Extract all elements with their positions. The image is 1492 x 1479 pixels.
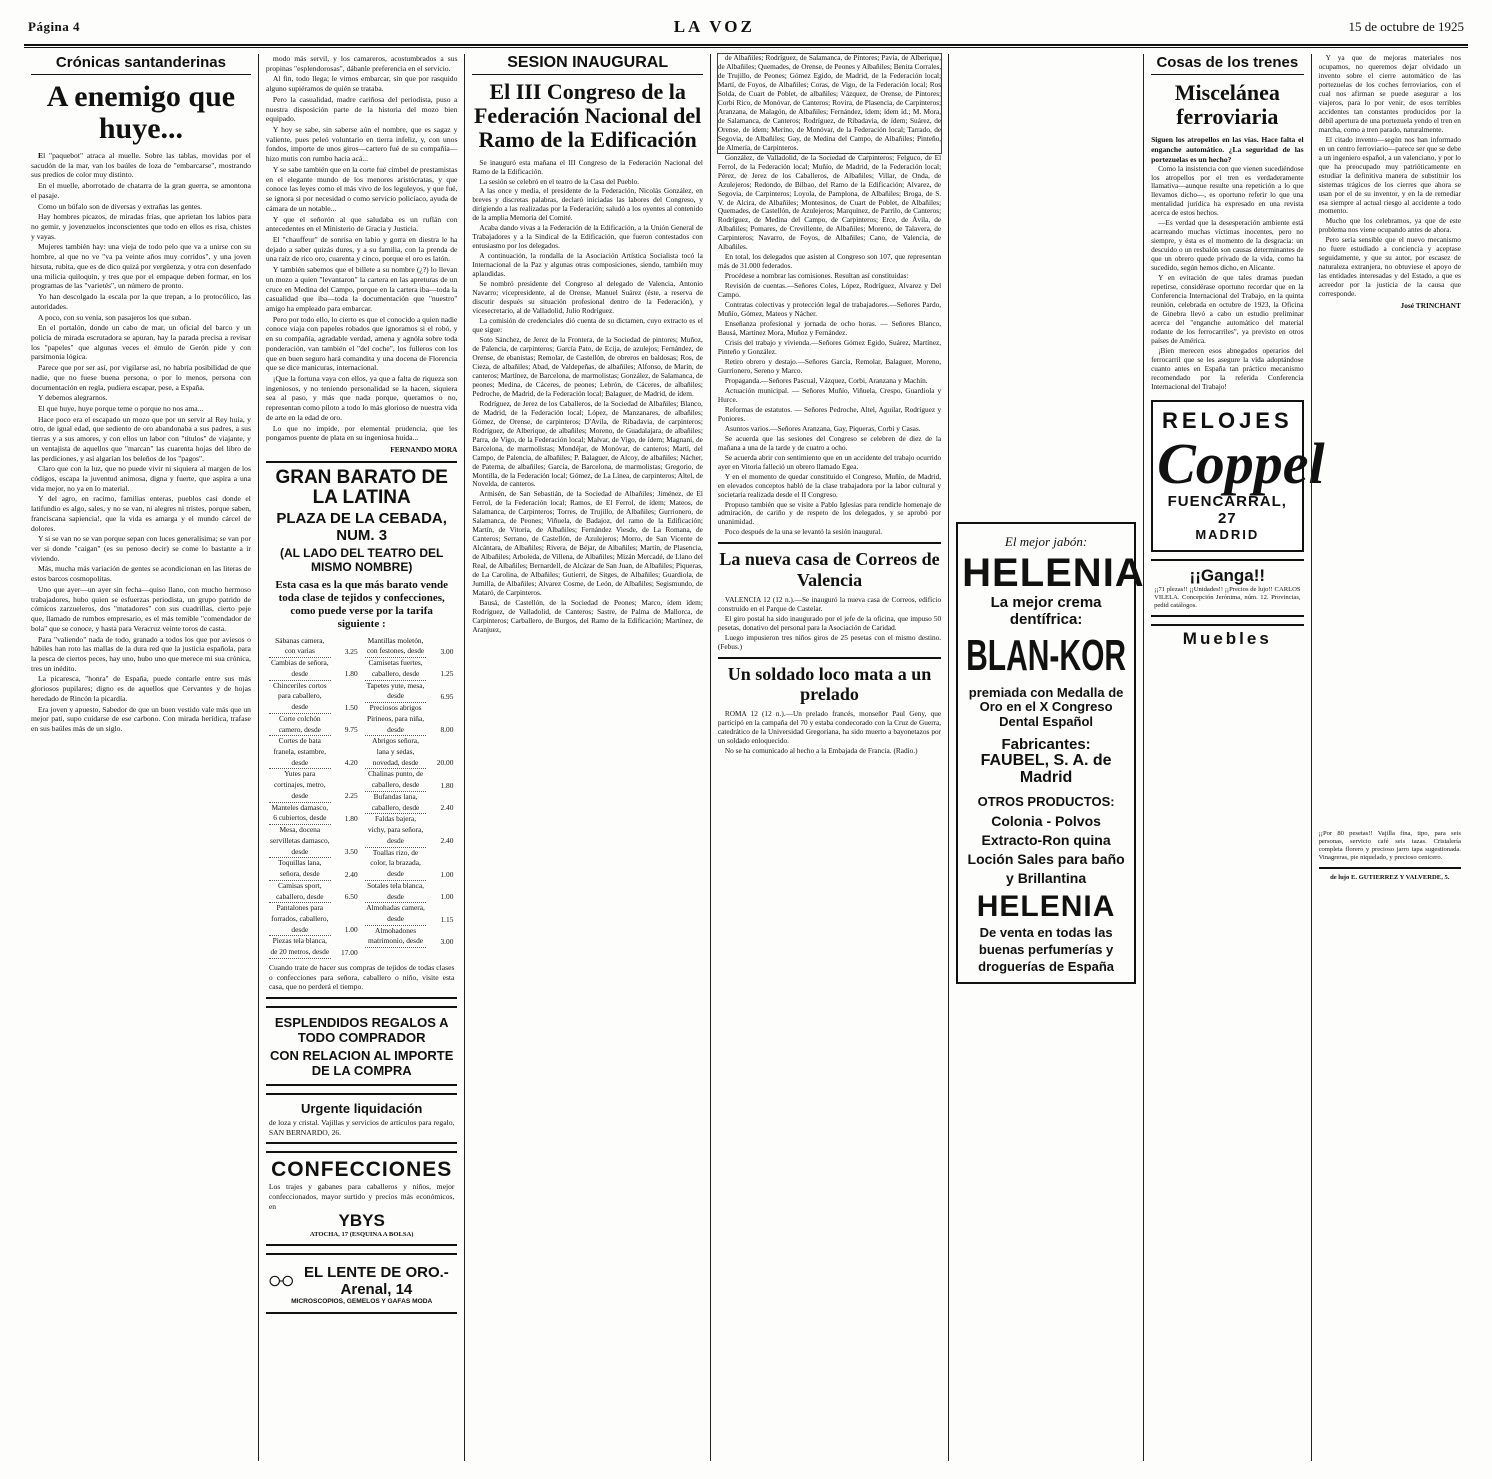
table-row — [269, 736, 359, 769]
paragraph: Claro que con la luz, que no puede vivir ni siquiera al margen de los códigos, escapa la juventud animosa, digna y fuerte, que aspira a una vida mejor, no ya en lo material. — [31, 464, 251, 493]
paragraph: Contratas colectivas y protección legal de trabajadores.—Señores Pardo, Muñío, Gómez, Mateos y Nácher. — [717, 300, 942, 319]
ad-confecciones-ybys[interactable] — [266, 1151, 457, 1246]
paragraph: Actuación municipal. — Señores Muñío, Viñuela, Crespo, Guardiola y Hurce. — [717, 385, 942, 404]
divider — [718, 542, 941, 544]
paragraph: Para "valiendo" nada de todo, granado a todos los que por aviesos o hábiles han roto las mallas de la dura red que la justicia española, para la pesca de ciertos peces, hay uno, hubo uno que merece mi sua crónica, tres un inédito. — [31, 634, 251, 673]
paragraph-highlighted: de Albañiles; Rodríguez, de Salamanca, de Pintores; Pavía, de Alberique, de Albañiles; Quemades, de Orense, de Peones y Albañiles; Benita Corrales, de Trujillo, de Peones; Gómez Egido, de Madrid, de la Federación local; Martí, de Foyos, de Albañiles; Coras, de Vigo, de la Federación local; Ros Solda, de Cuart de Poblet, de albañiles; Vázquez, de Orense, de Pintores; Corbi Rico, de Monóvar, de Canteros; Rovira, de Plasencia, de Carpinteros; Aranzana, de Malagón, de Albañiles; Fernández, ídem; ídem íd.; M. Mora, de Salamanca, de Canteros; Rodríguez, de Ribadavia, de ídem; Suárez, de Orense, de ídem; Merino, de Monóvar, de la Federación local; Tarrado, de Segovia, de Albañiles; Gay, de Medina del Campo, de Albañiles; Pinteño, de Almería, de Carpinteros. — [717, 53, 942, 152]
table-row — [365, 925, 455, 947]
paragraph: Más, mucha más variación de gentes se acondicionan en las literas de estos barcos cosmopolitas. — [31, 564, 251, 584]
section-kicker-trenes: Cosas de los trenes — [1151, 54, 1304, 75]
item-name: Yutes para cortinajes, metro, desde — [269, 769, 331, 802]
paragraph: El citado invento—según nos han informado en un centro ferroviario—parece ser que se debe a un ingeniero español, a un valenciano, y por lo que ha preocupado muy patrióticamente en estudiar la definitiva manera de substituir los sistemas trágicos de los cierres que ahora se usan por el de su inventor, y en la de remediar esa siempre al actual riesgo al accidente a todo momento. — [1318, 134, 1461, 216]
article-signature: José TRINCHANT — [1400, 301, 1461, 311]
item-price: 1.80 — [344, 813, 358, 823]
item-price: 1.25 — [440, 669, 454, 679]
paragraph: Propaganda.—Señores Pascual, Vázquez, Corbi, Aranzana y Machín. — [724, 375, 928, 385]
ad-premio: premiada con Medalla de Oro en el X Congreso Dental Español — [968, 685, 1124, 729]
item-name: Piezas tela blanca, de 20 metros, desde — [269, 936, 331, 958]
ad-line-1: ESPLENDIDOS REGALOS A TODO COMPRADOR — [274, 1015, 449, 1046]
paragraph: A las once y media, el presidente de la Federación, Nicolás González, en breves y discretas palabras, declaró iniciadas las labores del Congreso, y dirigiendo a las realizadas por la Federación; saludó a los oyentes al contenido de la amplia Memoria del Comité. — [472, 186, 703, 223]
ad-vajilla-text: ¡¡Por 80 pesetas!! Vajilla fina, tipo, para seis personas, servicio café seis tazas. Cristalería completa florero y precioso jarro tapa sugestionada. Vinagreras, pie niquelado, y precioso cenicero. — [1318, 830, 1461, 862]
price-list — [269, 636, 454, 959]
item-name: Bufandas lana, caballero, desde — [365, 791, 427, 813]
paragraph: A poco, con su venia, son pasajeros los que suban. — [38, 312, 192, 322]
table-row — [365, 880, 455, 902]
paragraph: Era joven y apuesto, Sabedor de que un buen vestido vale más que un mejor pati, supo cuidarse de ese carbono. Con mirada herídica, trafase en sus baúles más de un siglo. — [31, 704, 251, 733]
ad-el-lente-de-oro[interactable] — [266, 1253, 457, 1313]
paragraph: ROMA 12 (12 n.).—Un prelado francés, monseñor Paul Geny, que participó en la campaña del 70 y estaba condecorado con la Cruz de Guerra, catedrático de la Universidad Gregoriana, ha sido muerto a bayonetazos por un soldado enloquecido. — [717, 708, 942, 745]
paragraph: Luego impusieron tres niños giros de 25 pesetas con el mismo destino. (Febus.) — [717, 632, 942, 651]
paragraph: Parece que por ser así, por vigilarse así, no habría posibilidad de que nadie, que no fuese buena persona, o por lo menos, persona con documentación en regla, pudiera escapar, pese, a España. — [31, 363, 251, 392]
divider — [1319, 867, 1461, 869]
newspaper-title: LA VOZ — [673, 17, 755, 36]
item-price: 4.20 — [344, 758, 358, 768]
paragraph: Poco después de la una se levantó la sesión inaugural. — [724, 527, 883, 537]
paragraph: Enseñanza profesional y jornada de ocho horas. — Señores Blanco, Bausá, Martínez Mora, Muñoz y Fernández. — [717, 319, 942, 338]
ad-subtext: ¡¡71 plezas!! ¡¡Unidades!! ¡¡Precios de lujo!! CARLOS VILELA. Concepción Jerónima, núm. 12. Provincias, pedid catálogos. — [1154, 585, 1301, 609]
item-price: 3.00 — [440, 646, 454, 656]
paragraph: Acaba dando vivas a la Federación de la Edificación, a la Unión General de Trabajadores y a la Sindical de la Edificación, que fueron contestados con entusiasmo por los delegados. — [472, 223, 703, 251]
item-name: Camisas sport, caballero, desde — [269, 880, 331, 902]
divider — [718, 657, 941, 659]
paragraph: modo más servil, y los camareros, acostumbrados a sus propinas "esplendorosas", dábanle preferencia en el servicio. — [265, 54, 458, 73]
paragraph: En total, los delegados que asisten al Congreso son 107, que representan más de 31.000 federados. — [717, 252, 942, 271]
paragraph: Armisén, de San Sebastián, de la Sociedad de Albañiles; Jiménez, de El Ferrol, de la Federación local; Ramos, de El Ferrol, de ídem; Mateos, de Salamanca, de Carpinteros; Torres, de Trujillo, de Albañiles; Gurrionero, de Salamanca, de Peones; Viñuela, de Badajoz, del ramo de la Edificación; Martín, de Vitoria, de Albañiles; Fernández Viesde, de La Romana, de Canteros; Serrano, de Castellón, de Azulejeros; Morro, de San Vicente de Alcántara, de Albañiles; Rivera, de Béjar, de Albañiles; Martín, de Plasencia, de Albañiles; Arboleda, de Villena, de Albañiles; Mizán Mercadé, de Llano del Real, de Albañiles; Bernardell, de Alcázar de San Juan, de Albañiles; Piqueras, de La Carolina, de Albañiles; Gutierri, de Sitges, de Albañiles; Guardiola, de Jumilla, de Albañiles; Alvarez Cosme, de León, de Albañiles; Segismundo, de Mataró, de Carpinteros. — [472, 489, 703, 598]
article-body-trenes-cont — [1319, 54, 1461, 299]
item-name: Pantalones para forrados, caballero, desde — [269, 903, 331, 936]
paragraph: Pero sería sensible que el nuevo mecanismo no fuere estudiado a conciencia y aceptase seguidamente, y que su autor, por escasez de naturaleza extranjera, no obtuviese el apoyo de las entidades interesadas y del Estado, a que es acreedor por la justicia de la causa que corresponde. — [1318, 235, 1461, 299]
table-row — [269, 936, 359, 958]
ad-brand-blankor: BLAN-KOR — [966, 632, 1127, 681]
item-name: Corte colchón camero, desde — [269, 713, 331, 735]
ad-venta-text: De venta en todas las buenas perfumerías y droguerías de España — [978, 924, 1114, 974]
ad-subaddress: (AL LADO DEL TEATRO DEL MISMO NOMBRE) — [279, 545, 444, 574]
ad-address: ATOCHA, 17 (ESQUINA A BOLSA) — [309, 1231, 414, 1239]
column-2 — [258, 54, 464, 1461]
ad-tarifa-text: Esta casa es la que más barato vende toda clase de tejidos y confecciones, como puede verse por la tarifa siguiente : — [275, 578, 448, 631]
paragraph: Mujeres también hay: una vieja de todo pelo que va a unirse con su hombre, al que no ve "va pa veinte años muy corridos", y una joven hirsuta, rubita, que es de dico quizá por vergüenza, y otra con desenfado una milicia quiloquín, y tres que por el empaque deben formar, en los programas de las "varietés", un número de pronto. — [31, 242, 251, 291]
ad-address: FUENCARRAL, 27 — [1167, 492, 1287, 527]
ad-otros-productos-label: OTROS PRODUCTOS: — [977, 793, 1115, 809]
column-4 — [710, 54, 948, 1461]
paragraph: Hace poco era el escapado un mozo que por un servir al Rey huía, y otro, de igual edad, que sediento de oro abandonaba a sus padres, a sus tierras y a sus amores, y con ellos un labor con "títulos" de viajante, y un ventajista de aquellos que "marcan" las cuarenta hojas del libro de las perdiciones, y así algarían los beleños de los "pagos". — [31, 414, 251, 463]
item-name: Faldas bajera, vichy, para señora, desde — [365, 814, 427, 847]
paragraph: Y hoy se sabe, sin saberse aún el nombre, que es sagaz y valiente, pues peleó voluntario en tierra infeliz, y, con unos fondos, importe de unos giros—cartero fué de su compañía—hizo mutis con rumbo hacia acá... — [265, 125, 458, 164]
column-3 — [464, 54, 709, 1461]
paragraph: Reformas de estatutos. — Señores Pedroche, Altel, Aguilar, Rodríguez y Poniores. — [717, 404, 942, 423]
paragraph: Propuso también que se visite a Pablo Iglesias para rendirle homenaje de admiración, de cariño y de respeto de los delegados, y se aprobó por unanimidad. — [717, 499, 942, 527]
masthead — [28, 14, 1464, 40]
paragraph: Y se sabe también que en la corte fué cimbel de prestamistas en el elegante mundo de los menores aristócratas, y que conoce las leyes como el más vivo de los leguleyos, y que fué, se ignora si por necesidad o como servicio policíaco, ayuda de cámara de un notable... — [265, 164, 458, 213]
headline-correos-valencia: La nueva casa de Correos de Valencia — [719, 549, 940, 590]
item-price: 3.50 — [344, 847, 358, 857]
headline-soldado-loco: Un soldado loco mata a un prelado — [727, 663, 932, 704]
ad-fabricante-firma: FAUBEL, S. A. de Madrid — [980, 752, 1112, 787]
item-name: Camisetas fuertes, caballero, desde — [365, 658, 427, 680]
table-row — [365, 736, 455, 769]
table-row — [365, 703, 455, 736]
paragraph: Y debemos alegrarnos. — [38, 393, 108, 403]
column-grid — [24, 54, 1468, 1461]
table-row — [269, 858, 359, 880]
item-price: 17.00 — [341, 947, 358, 957]
paragraph: Al fin, todo llega; le vimos embarcar, sin que por rasquido alguno supiéramos de quién se trataba. — [265, 74, 458, 94]
ad-regalos[interactable] — [266, 1006, 457, 1086]
table-row — [269, 825, 359, 858]
masthead-rule — [24, 44, 1468, 46]
table-row — [269, 680, 359, 713]
paragraph: Uno que ayer—un ayer sin fecha—quiso llano, con mucho hermoso trabajadores, hubo quien se esfuerzas periodista, un grupo patrido de cómicos zarzueleros, dos "matadores" con sus cuadrillas, cierto peje que, llamado de rumbos empresario, es el más temible "comendador de bola" que se conoce, y hasta para Veracruz veinte toros de casta. — [31, 584, 251, 633]
item-price: 2.25 — [344, 791, 358, 801]
paragraph: Mucho que los celebramos, ya que de este problema nos viene ocupando antes de ahora. — [1318, 216, 1461, 235]
item-name: Cortes de bata franela, estambre, desde — [269, 736, 331, 769]
item-price: 6.50 — [344, 892, 358, 902]
ad-relojes-coppel[interactable] — [1151, 400, 1325, 552]
ad-brand-helenia: HELENIA — [962, 551, 1145, 595]
table-row — [365, 814, 455, 847]
item-price: 1.80 — [344, 669, 358, 679]
table-row — [365, 636, 455, 658]
item-price: 3.25 — [344, 646, 358, 656]
paragraph: Como un búfalo son de diversas y extrañas las gentes. — [38, 201, 203, 211]
paragraph: Y que el señorón al que saludaba es un ruflán con antecedentes en el Ministerio de Gracia y Justicia. — [265, 214, 458, 234]
table-row — [365, 769, 455, 791]
table-row — [269, 903, 359, 936]
item-price: 1.80 — [440, 780, 454, 790]
table-row — [269, 713, 359, 735]
spectacles-icon — [269, 1273, 294, 1289]
article-body-cronicas-cont — [266, 54, 457, 443]
ad-text: de loza y cristal. Vajillas y servicios de artículos para regalo, SAN BERNARDO, 26. — [268, 1117, 455, 1137]
item-price: 1.00 — [440, 869, 454, 879]
item-name: Sábanas camera, con varias — [269, 636, 331, 658]
spacer — [1319, 310, 1461, 830]
item-name: Mantillas moletón, con festones, desde — [365, 636, 427, 658]
paragraph: El que huye, huye porque teme o porque no nos ama... — [38, 403, 204, 413]
ad-line-crema: La mejor crema dentífrica: — [990, 594, 1102, 628]
item-price: 3.00 — [440, 936, 454, 946]
item-name: Abrigos señora, lana y sedas, novedad, desde — [365, 736, 427, 769]
paragraph: En el portalón, donde un cabo de mar, un oficial del barco y un policía de mirada escrutadora se apuran, hay la parada precisa a revisar los "papeles" que algunas veces el émulo de Gerón pide y con parsimonia lógica. — [31, 323, 251, 362]
item-price: 1.50 — [344, 702, 358, 712]
paragraph: Rodríguez, de Jerez de los Caballeros, de la Sociedad de Albañiles; Blanco, de Madrid, de la Federación local; López, de Manzanares, de albañiles; Gómez, de Orense, de carpinteros; D'Avila, de Ribadavia, de carpinteros; Rodríguez, de Alberique, de albañiles; Moreno, de Guadalajara, de albañiles; Parra, de Vigo, de la Federación local; Malvar, de Vigo, de ídem; Magnani, de Barcelona, de marmolistas; Mondéjar, de Monóvar, de canteros; Martí, del Campo, de Palencia, de albañiles; P. Balaguer, de Alcoy, de albañiles; Nácher, de Paterna, de albañiles; García, de Barcelona, de marmolistas; Gregorio, de Montilla, de la Federación local; Gómez, de La Línea, de carpinteros; Altel, de Novelda, de canteros. — [472, 398, 703, 489]
paragraph: El "chauffeur" de sonrisa en labio y gorra en diestra le ha dejado a saber quizás dures, y a su familia, con la prenda de una raíz de rico oro, cuarenta y cinco, porque el oro es latón. — [265, 234, 458, 264]
ad-urgente-liquidacion[interactable] — [266, 1093, 457, 1144]
paragraph: ¡Que la fortuna vaya con ellos, ya que a falta de riqueza son ingeniosos, y no teniendo personalidad se la hacen, siquiera sea al paso, y más que nada porque, queramos o no, representan como piloto a todo lo más glorioso de nuestra vida de arte en la edad de oro. — [265, 374, 458, 422]
item-name: Tapetes yute, mesa, desde — [365, 680, 427, 702]
table-row — [365, 847, 455, 880]
paragraph: Pero por todo ello, lo cierto es que el conocido a quien nadie conoce viaja con papeles robados que ignoramos si el robó, y en su compañía, agradable verdad, amena y agnóla sobre toda ponderación, van también el "del coche", los fulleros con los que en buen seguro hará comandita y una docena de Florencia que se dice manicuras, internacional. — [265, 314, 458, 373]
section-kicker-sesion: SESION INAUGURAL — [472, 54, 702, 75]
paragraph: No se ha comunicado al hecho a la Embajada de Francia. (Radio.) — [724, 745, 918, 755]
paragraph: Se inauguró esta mañana el III Congreso de la Federación Nacional del Ramo de la Edificación. — [472, 157, 703, 176]
headline-a-enemigo: A enemigo que huye... — [46, 80, 236, 145]
item-name: Chinceriles cortos para caballero, desde — [269, 680, 331, 713]
ad-brand: YBYS — [338, 1211, 385, 1231]
ad-title: CONFECCIONES — [271, 1158, 453, 1182]
item-price: 9.75 — [344, 725, 358, 735]
paragraph: Procédese a nombrar las comisiones. Resultan así constituidas: — [724, 271, 909, 281]
masthead-rule-2 — [24, 47, 1468, 48]
paragraph: ¡Bien merecen esos abnegados operarios del ferrocarril que se les asegure la vida adoptándose cuanto antes en España tan práctico mecanismo recomendado por la referida Conferencia Internacional del Trabajo! — [1151, 345, 1304, 391]
paragraph: Se acuerda abrir con sentimiento que en un accidente del trabajo ocurrido ayer en Vitoria falleció un obrero llamado Egea. — [717, 452, 942, 471]
paragraph: La comisión de credenciales dió cuenta de su dictamen, cuyo extracto es el que sigue: — [472, 316, 703, 334]
section-kicker-cronicas: Crónicas santanderinas — [31, 54, 251, 75]
paragraph: Retiro obrero y destajo.—Señores García, Remolar, Balaguer, Moreno, Gurrionero, Sereno y Marco. — [717, 356, 942, 375]
paragraph: Y del agro, en racimo, familias enteras, pueblos casi donde el latifundio es algo, sales, y no se van, ni alegres ni tristes, porque saben, franciscana sapiencia!, que la vida es amarga y el mundo cárcel de dolores. — [31, 494, 251, 533]
paragraph: La sesión se celebró en el teatro de la Casa del Pueblo. — [479, 176, 640, 186]
paragraph: González, de Valladolid, de la Sociedad de Carpinteros; Felguco, de El Ferrol, de la Federación local; Muñío, de Madrid, de la Federación local; Pérez, de Jerez de los Caballeros, de Albañiles; Villar, de Onda, de Azulejeros; Redondo, de Bilbao, del Ramo de la Edificación; Alvarez, de Segovia, de Carpinteros; Loyola, de Pamplona, de Albañiles; Broga, de S. V. de Alcira, de Albañiles; Montesinos, de Cuart de Poblet, de Albañiles; Quemades, de Castellón, de Azulejeros; Marquínez, de Parrilo, de Canteros; Rodríguez, de Medina del Campo, de Carpinteros; Erce, de Ávila, de Albañiles; Pomares, de Crevillente, de Albañiles; Moreno, de Talavera, de Carpinteros; Navarro, de Foyos, de Albañiles; Cano, de Valencia, de Albañiles. — [717, 152, 942, 252]
table-row — [269, 880, 359, 902]
headline-congreso: El III Congreso de la Federación Nacional del Ramo de la Edificación — [473, 79, 702, 153]
table-row — [269, 658, 359, 680]
price-list-right — [365, 636, 455, 959]
item-name: Almohadas camera, desde — [365, 903, 427, 925]
item-price: 2.40 — [440, 803, 454, 813]
paragraph: Revisión de cuentas.—Señores Coles, López, Rodríguez, Alvarez y Del Campo. — [717, 281, 942, 300]
item-price: 20.00 — [436, 758, 454, 768]
paragraph: Bausá, de Castellón, de la Sociedad de Peones; Marco, ídem ídem; Rodríguez, de Valladolid, de Canteros; Sastre, de Palma de Mallorca, de Carpinteros; Carballero, de Burgos, del Ramo de la Edificación; Martínez, de Aranjuez, — [472, 598, 703, 634]
item-name: Sotales tela blanca, desde — [365, 880, 427, 902]
paragraph: El giro postal ha sido inaugurado por el jefe de la oficina, que impuso 50 pesetas, donativo del personal para la Asociación de Caridad. — [717, 613, 942, 632]
item-name: Manteles damasco, 6 cubiertos, desde — [269, 802, 331, 824]
price-list-left — [269, 636, 359, 959]
ad-title: GRAN BARATO DE LA LATINA — [275, 467, 448, 508]
spacer — [956, 54, 1136, 514]
column-7 — [1311, 54, 1468, 1461]
paragraph: Como la insistencia con que vienen sucediéndose los atropellos por el tren es verdaderamente llamativa—aunque resulte una repetición a lo que llevamos dicho—, es oportuno referir lo que una mentalidad jurídica ha expresado en una revista acerca de estos hechos. — [1151, 163, 1304, 218]
ad-otros-productos-list: Colonia - Polvos Extracto-Ron quina Loción Sales para baño y Brillantina — [967, 813, 1125, 886]
glasses-icon — [269, 1264, 454, 1298]
paragraph: Se nombró presidente del Congreso al delegado de Valencia, Antonio Navarro; vicepresidente, al de Orense, Manuel Suárez (éste, a reserva de discutir después su situación profesional dentro de la Federación), y vicesecretario, al de Valladolid, Julio Rodríguez. — [472, 279, 703, 316]
ad-title: Urgente liquidación — [300, 1100, 423, 1116]
item-price: 1.15 — [440, 914, 454, 924]
ad-ganga-vajilla[interactable] — [1151, 559, 1304, 617]
item-name: Almohadones matrimonio, desde — [365, 925, 427, 947]
paragraph: Y si se van no se van porque sepan con luces generalísima; se van por ver si donde "caigan" (es su penoso decir) se come lo bastante a ir viviendo. — [31, 534, 251, 563]
item-name: Toallas rizo, de color, la brazada, desde — [365, 847, 427, 880]
paragraph: Yo han descolgado la escala por la que trepan, a lo protocólico, las autoridades. — [31, 292, 251, 311]
item-price: 2.40 — [344, 869, 358, 879]
table-row — [365, 658, 455, 680]
ad-text: Los trajes y gabanes para caballeros y niños, mejor confeccionados, mayor surtido y precios más económicos, en — [268, 1182, 455, 1211]
ad-brand-coppel: Coppel — [1157, 430, 1325, 496]
paragraph: En el muelle, aborrotado de chatarra de la gran guerra, se amontona el pasaje. — [31, 181, 251, 200]
paragraph: La picaresca, "honra" de España, puede contarle entre sus más gloriosos pupilares; digno es de aquellos que Cervantes y de hojas heredado de Rincón la picardía. — [31, 674, 251, 703]
paragraph: Pero la casualidad, madre cariñosa del periodista, puso a nuestra disposición parte de la historia del mozo bien equipado. — [265, 94, 458, 124]
article-body-trenes — [1151, 165, 1304, 392]
ad-helenia-blankor[interactable] — [956, 522, 1145, 984]
item-name: Toquillas lana, señora, desde — [269, 858, 331, 880]
ad-gran-barato-de-la-latina[interactable] — [266, 461, 457, 999]
paragraph: El "paquebot" atraca al muelle. Sobre las tablas, movidas por el sacudón de la mar, van los baúles de loza de "embarcarse", mostrando sus predios de color muy distinto. — [31, 151, 251, 180]
column-1 — [24, 54, 258, 1461]
paragraph: Crisis del trabajo y vivienda.—Señores Gómez Egido, Suárez, Martínez, Pinteño y González. — [717, 338, 942, 356]
ad-muebles-label: Muebles — [1151, 624, 1304, 649]
ad-sub: MICROSCOPIOS, GEMELOS Y GAFAS MODA — [291, 1298, 433, 1306]
price-table — [269, 636, 359, 959]
ad-label-relojes: RELOJES — [1161, 407, 1293, 433]
paragraph: A continuación, la rondalla de la Asociación Artística Socialista tocó la Internacional de la Paz y algunas otras composiciones, siendo, también muy aplaudidas. — [472, 251, 703, 279]
ad-brand: EL LENTE DE ORO.-Arenal, 14 — [304, 1264, 449, 1299]
paragraph: Asuntos varios.—Señores Aranzana, Gay, Piqueras, Corbi y Casas. — [724, 423, 921, 433]
item-name: Cambias de señora, desde — [269, 658, 331, 680]
article-body-congreso-cont — [718, 54, 941, 537]
item-price: 6.95 — [440, 691, 454, 701]
article-signature: FERNANDO MORA — [390, 445, 458, 455]
item-price: 1.00 — [440, 892, 454, 902]
ad-line-jabon: El mejor jabón: — [1004, 534, 1088, 549]
ad-footer-text: Cuando trate de hacer sus compras de tejidos de todas clases o confecciones para señora, caballero o niño, visite esta casa, que no perderá el tiempo. — [268, 962, 455, 992]
article-body-congreso — [472, 159, 702, 635]
paragraph: Se acuerda que las sesiones del Congreso se celebren de diez de la mañana a una de la tarde y de cuatro a ocho. — [717, 433, 942, 452]
paragraph: VALENCIA 12 (12 n.).—Se inauguró la nueva casa de Correos, edificio construido en el Parque de Castelar. — [717, 594, 942, 613]
article-body-correos — [718, 596, 941, 652]
table-row — [269, 636, 359, 658]
column-6 — [1143, 54, 1325, 1461]
item-price: 8.00 — [440, 725, 454, 735]
publication-date: 15 de octubre de 1925 — [1348, 19, 1464, 34]
table-row — [365, 903, 455, 925]
price-table — [365, 636, 455, 949]
paragraph: Y también sabemos que el billete a su nombre (¿?) lo llevan un mozo a quien "levantaron" la cartera en las apreturas de un cruce en Medina del Campo, porque en la cartera iba—toda la casualidad que iba—toda la documentación que "nuestro" amigo ha empleado para embarcar. — [265, 265, 458, 313]
article-body-cronicas — [31, 151, 251, 734]
paragraph: —Es verdad que la desesperación ambiente está acarreando muchas víctimas inocentes, pero no siempre, y ésta es el momento de la desgracia: un descuido o un resbalón son causas determinantes de que un obrero quede privado de la vida, como ha sucedido, según hemos dicho, en Alicante. — [1151, 218, 1304, 273]
table-row — [269, 769, 359, 802]
ad-line-2: CON RELACION AL IMPORTE DE LA COMPRA — [269, 1047, 454, 1078]
ad-city: MADRID — [1195, 526, 1260, 542]
item-price: 2.40 — [440, 836, 454, 846]
item-name: Mesa, docena servilletas damasco, desde — [269, 825, 331, 858]
item-price: 1.00 — [344, 925, 358, 935]
ad-title: ¡¡Ganga!! — [1189, 565, 1266, 585]
paragraph: Lo que no impide, por elemental prudencia, que les pongamos puente de plata en su ingeniosa huida... — [265, 423, 458, 443]
paragraph: Soto Sánchez, de Jerez de la Frontera, de la Sociedad de pintores; Muñoz, de Palencia, de carpinteros; García Pato, de Ecija, de azulejos; Fernández, de Orense, de ebanistas; Remolar, de Castellón, de obreros en baldosas; Ros, de Cieza, de albañiles; Abad, de Valdepeñas, de albañiles; Alfonso, de Marín, de canteros; Martínez, de Barcelona, de marmolistas; González, de Salamanca, de peones; Medina, de Cáceres, de peones; Lebrón, de Cáceres, de albañiles; Pedroche, de Madrid, de la Federación local; Balaguer, de Madrid, de ídem. — [472, 334, 703, 398]
paragraph: Y en evitación de que tales dramas puedan repetirse, considérase oportuno recordar que en la Conferencia Internacional del Trabajo, en la quinta reunión, celebrada en octubre de 1923, la Oficina de Ginebra llevó a cabo un estudio preliminar acerca del "enganche automático del material rodante de los ferrocarriles", ya previsto en otros países de América. — [1151, 273, 1304, 345]
ad-fabricantes-label: Fabricantes: — [1001, 735, 1091, 753]
paragraph: Y ya que de mejoras materiales nos ocupamos, no queremos dejar olvidado un invento sobre el cierre automático de las portezuelas de los coches ferroviarios, con el cual nos afirman se puede asegurar a los viajeros, para lo por venir, de esos terribles accidentes tan constantes producidos por la débil apertura de una portezuela yendo el tren en marcha, como a tren parado, naturalmente. — [1318, 53, 1461, 134]
ad-brand-helenia-2: HELENIA — [976, 889, 1116, 923]
paragraph: Y en el momento de quedar constituido el Congreso, Muñío, de Madrid, en elevados conceptos habló de la clase trabajadora por la labor cultural y societaria realizada desde el II Congreso. — [717, 471, 942, 499]
column-5 — [948, 54, 1143, 1461]
ad-muebles-sub: de lujo E. GUTIERREZ Y VALVERDE, 5. — [1330, 874, 1450, 882]
table-row — [365, 680, 455, 702]
ad-address: PLAZA DE LA CEBADA, NUM. 3 — [276, 509, 447, 544]
table-row — [269, 802, 359, 824]
article-body-soldado — [718, 710, 941, 756]
page-folio: Página 4 — [28, 19, 81, 34]
paragraph: Hay hombres picazos, de miradas frías, que aprietan los labios para no gemir, y jovenzuelos inconscientes que todo en ellos es risa, chistes y vayas. — [31, 212, 251, 241]
table-row — [365, 791, 455, 813]
headline-miscelanea: Miscelánea ferroviaria — [1174, 80, 1280, 130]
item-name: Preciosos abrigos Pirineos, para niña, desde — [365, 703, 427, 736]
item-name: Chalinas punto, de caballero, desde — [365, 769, 427, 791]
article-subhead: Siguen los atropellos en las vías. Hace falta el enganche automático. ¿La seguridad de las portezuelas es un hecho? — [1151, 135, 1304, 164]
